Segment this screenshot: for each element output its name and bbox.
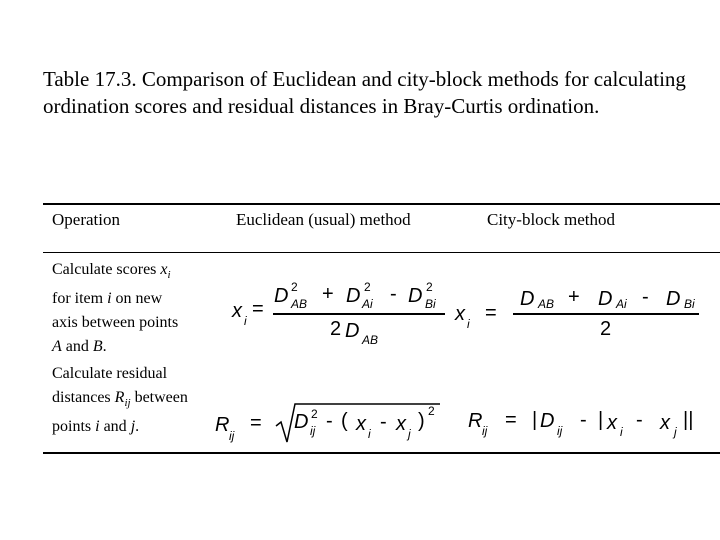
operation-residuals: Calculate residual distances $R_{ij}$ between points i and j.: [52, 365, 188, 436]
header-rule: [43, 252, 720, 253]
euclidean-fraction-bar: [273, 313, 445, 315]
bottom-rule: [43, 452, 720, 454]
operation-scores: Calculate scores $x_i$ for item i on new axis between points A and B.: [52, 261, 179, 356]
cityblock-fraction-bar: [513, 313, 699, 315]
top-rule: [43, 203, 720, 205]
header-euclidean: Euclidean (usual) method: [236, 210, 411, 229]
header-operation: Operation: [52, 210, 120, 229]
header-cityblock: City-block method: [487, 210, 615, 229]
table-caption: Table 17.3. Comparison of Euclidean and city-block methods for calculating ordination scores and residual distances in Bray-Curtis ordination.: [43, 67, 686, 118]
